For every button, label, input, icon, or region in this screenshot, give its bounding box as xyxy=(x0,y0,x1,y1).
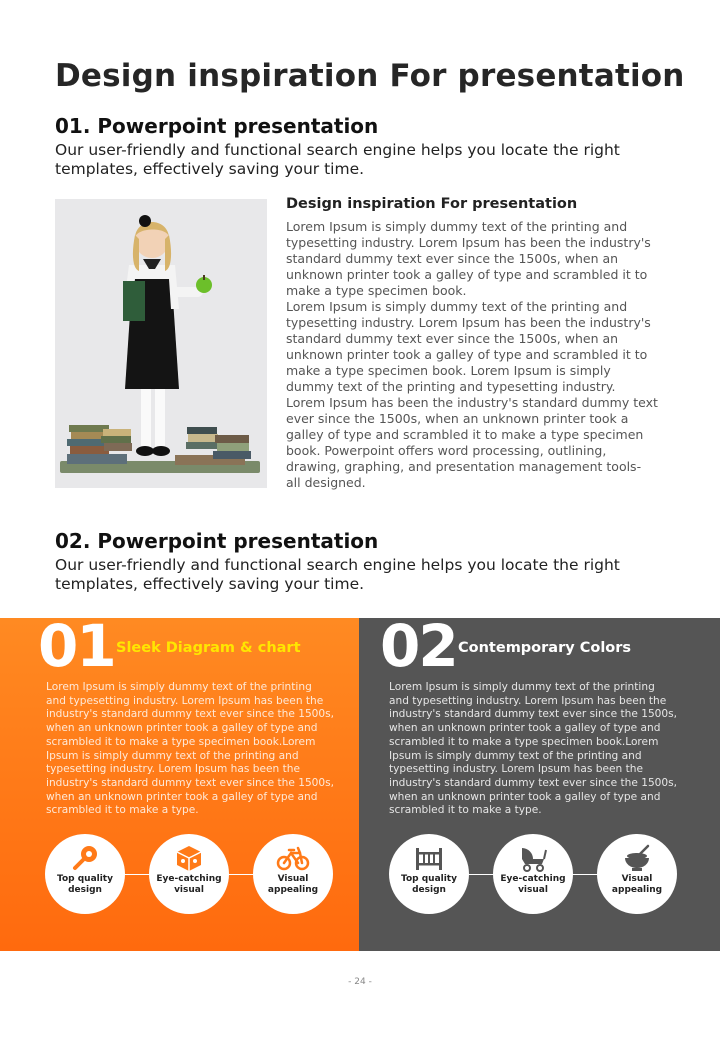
article-body-line: typesetting industry. Lorem Ipsum has been the industry's xyxy=(286,315,651,330)
panel-text-line: when an unknown printer took a galley of type and xyxy=(46,790,318,803)
feature-circle xyxy=(493,834,573,914)
article-photo xyxy=(55,199,267,488)
panel-text-line: industry's standard dummy text ever since the 1500s, xyxy=(46,708,335,721)
panel-text-line: typesetting industry. Lorem Ipsum has been the xyxy=(389,763,643,776)
feature-label-line1: Eye-catching xyxy=(156,874,222,884)
panel-text-line: scrambled it to make a type. xyxy=(389,804,542,817)
feature-circle xyxy=(149,834,229,914)
panel-text-line: and typesetting industry. Lorem Ipsum has been the xyxy=(46,694,324,707)
article-body-line: unknown printer took a galley of type and scrambled it to xyxy=(286,347,648,362)
feature-circle xyxy=(253,834,333,914)
panel-text-line: scrambled it to make a type. xyxy=(46,804,199,817)
baby-food-bowl-icon xyxy=(622,844,652,872)
panel-text-line: scrambled it to make a type specimen book.Lorem xyxy=(389,735,659,748)
panel-text-line: scrambled it to make a type specimen book.Lorem xyxy=(46,735,316,748)
section2-description xyxy=(55,556,655,594)
panel-heading: Sleek Diagram & chart xyxy=(116,640,301,656)
feature-label-line2: visual xyxy=(518,885,548,895)
feature-label-line2: appealing xyxy=(611,885,663,895)
crib-icon xyxy=(414,844,444,872)
feature-label-line2: visual xyxy=(174,885,204,895)
section1-desc-line: templates, effectively saving your time. xyxy=(55,160,365,178)
feature-label-line1: Eye-catching xyxy=(500,874,566,884)
section1-description xyxy=(55,141,655,179)
article-body-line: standard dummy text ever since the 1500s, when an xyxy=(286,331,619,346)
article-body-line: ever since the 1500s, when an unknown printer took a xyxy=(286,411,629,426)
feature-label-line1: Visual xyxy=(277,874,309,884)
page-title: Design inspiration For presentation xyxy=(55,58,685,94)
article-body-line: unknown printer took a galley of type and scrambled it to xyxy=(286,267,648,282)
article-body-line: make a type specimen book. xyxy=(286,283,467,298)
panel-text-line: Ipsum is simply dummy text of the printing and xyxy=(46,749,299,762)
section2-desc-line: templates, effectively saving your time. xyxy=(55,575,365,593)
panel-text xyxy=(389,681,689,818)
feature-panel-gray xyxy=(359,618,720,951)
panel-text-line: Ipsum is simply dummy text of the printing and xyxy=(389,749,642,762)
feature-label-line1: Visual xyxy=(621,874,653,884)
feature-label-line2: design xyxy=(412,885,446,895)
article-body-line: book. Powerpoint offers word processing, outlining, xyxy=(286,443,607,458)
panel-heading: Contemporary Colors xyxy=(458,640,632,656)
panel-number: 01 xyxy=(38,618,115,680)
rattle-icon xyxy=(71,844,99,872)
panel-text-line: Lorem Ipsum is simply dummy text of the printing xyxy=(389,681,655,693)
article-body-line: Lorem Ipsum has been the industry's standard dummy text xyxy=(286,395,658,410)
feature-label-line2: appealing xyxy=(267,885,319,895)
article-body-line: Lorem Ipsum is simply dummy text of the printing and xyxy=(286,299,628,314)
page-number: - 24 - xyxy=(348,977,372,987)
article-body-line: make a type specimen book. Lorem Ipsum is simply xyxy=(286,363,611,378)
baby-stroller-icon xyxy=(518,844,548,872)
article-body-line: dummy text of the printing and typesetting industry. xyxy=(286,379,616,394)
article-title: Design inspiration For presentation xyxy=(286,196,578,212)
panel-text-line: industry's standard dummy text ever since the 1500s, xyxy=(389,776,678,789)
section2-desc-line: Our user-friendly and functional search engine helps you locate the right xyxy=(55,556,620,574)
bicycle-icon xyxy=(276,844,310,872)
article-body-line: drawing, graphing, and presentation management tools- xyxy=(286,459,642,474)
girl-with-books-illustration xyxy=(55,199,267,488)
article-body-line: galley of type and scrambled it to make a type specimen xyxy=(286,427,644,442)
panel-text-line: industry's standard dummy text ever since the 1500s, xyxy=(46,776,335,789)
feature-circle xyxy=(389,834,469,914)
feature-label-line2: design xyxy=(68,885,102,895)
panel-text-line: industry's standard dummy text ever since the 1500s, xyxy=(389,708,678,721)
feature-label-line1: Top quality xyxy=(401,874,457,884)
panel-text xyxy=(46,681,346,818)
panel-text-line: and typesetting industry. Lorem Ipsum has been the xyxy=(389,694,667,707)
article-body-line: typesetting industry. Lorem Ipsum has been the industry's xyxy=(286,235,651,250)
feature-circle xyxy=(45,834,125,914)
article-body-line: Lorem Ipsum is simply dummy text of the printing and xyxy=(286,219,628,234)
toy-cube-icon xyxy=(175,844,203,872)
section2-heading: 02. Powerpoint presentation xyxy=(55,529,379,553)
feature-label-line1: Top quality xyxy=(57,874,113,884)
feature-circle xyxy=(597,834,677,914)
article-body-line: standard dummy text ever since the 1500s, when an xyxy=(286,251,619,266)
panel-text-line: Lorem Ipsum is simply dummy text of the printing xyxy=(46,681,312,693)
panel-text-line: when an unknown printer took a galley of type and xyxy=(46,722,318,735)
section1-desc-line: Our user-friendly and functional search engine helps you locate the right xyxy=(55,141,620,159)
article-body xyxy=(286,219,676,491)
article-body-line: all designed. xyxy=(286,475,366,490)
section1-heading: 01. Powerpoint presentation xyxy=(55,114,379,138)
panel-text-line: typesetting industry. Lorem Ipsum has been the xyxy=(46,763,300,776)
panel-number: 02 xyxy=(380,618,457,680)
panel-text-line: when an unknown printer took a galley of type and xyxy=(389,722,661,735)
panel-text-line: when an unknown printer took a galley of type and xyxy=(389,790,661,803)
feature-panel-orange xyxy=(0,618,359,951)
